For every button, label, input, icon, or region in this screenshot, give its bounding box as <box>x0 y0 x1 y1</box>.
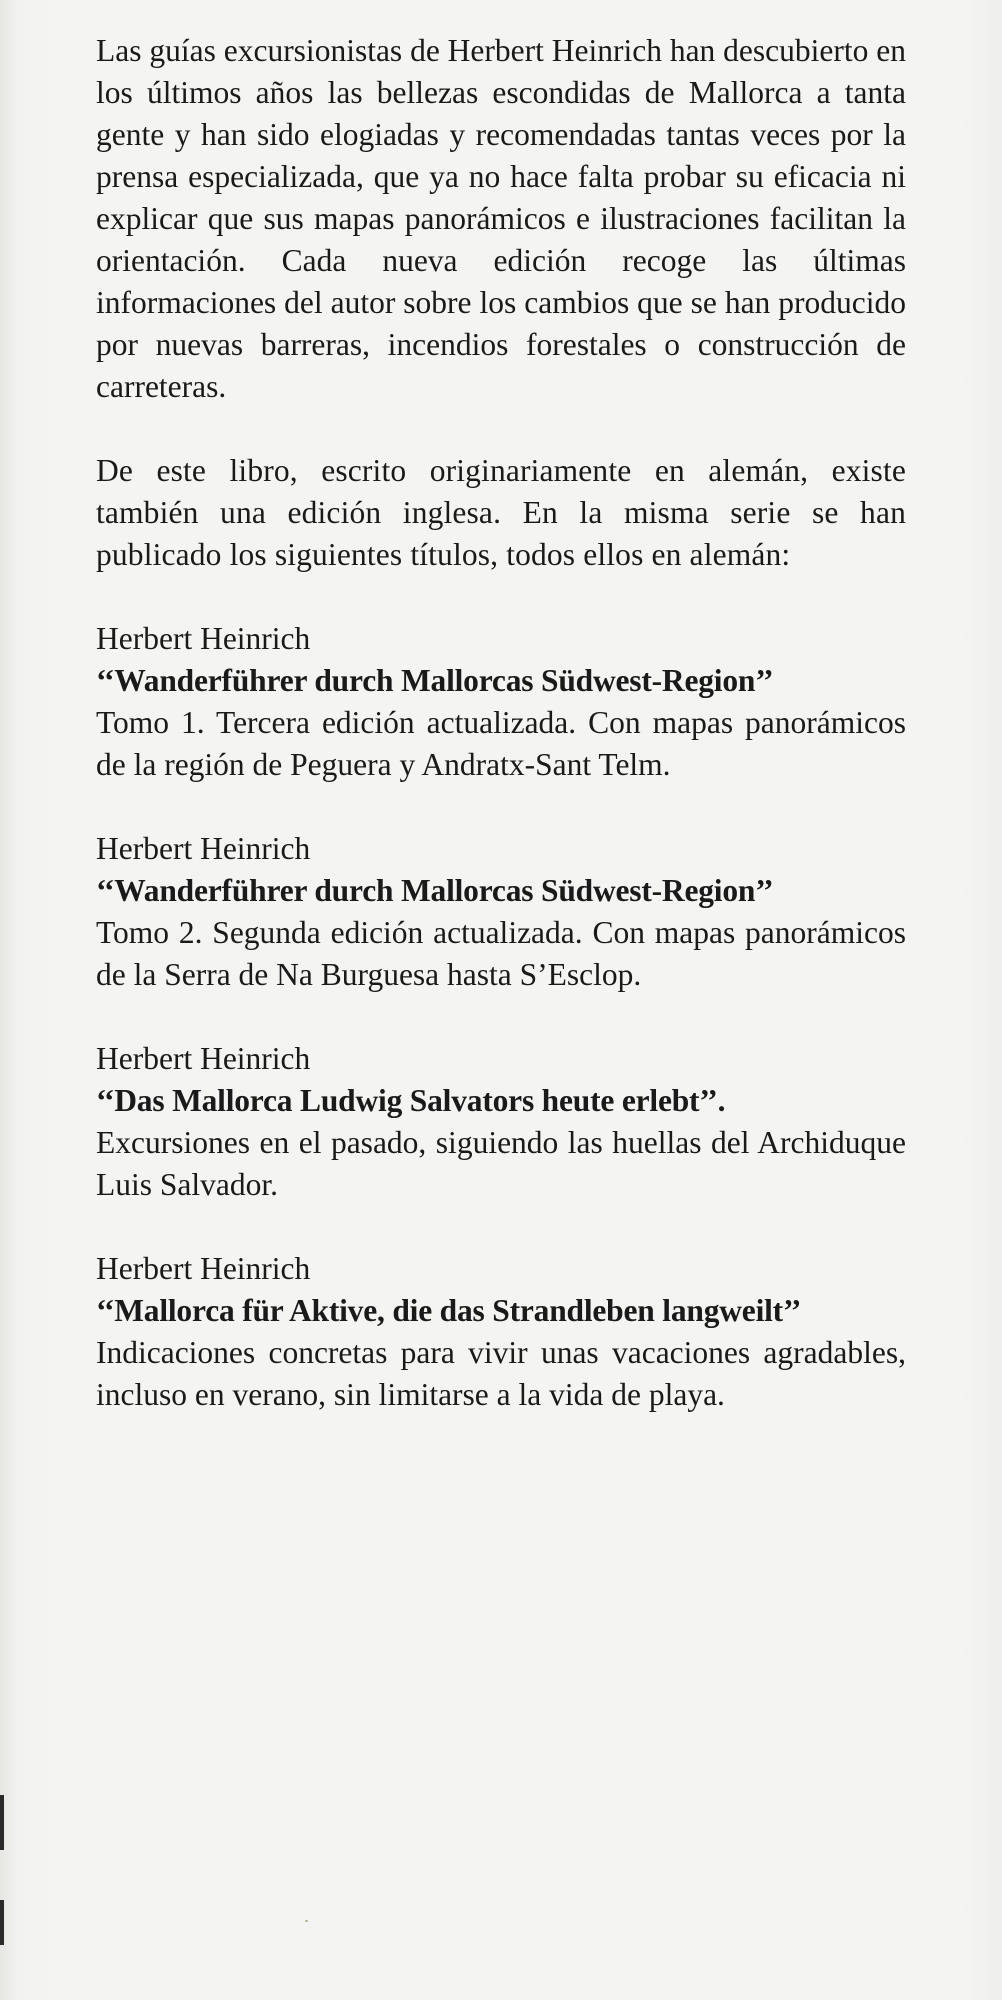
page-edge-mark <box>0 1795 4 1850</box>
book-title: ‘‘Mallorca für Aktive, die das Strandleben langweilt’’ <box>96 1293 802 1328</box>
book-entry <box>96 1248 906 1416</box>
page-edge-mark <box>0 1900 4 1945</box>
text-column <box>96 30 906 1458</box>
book-entry <box>96 1038 906 1206</box>
book-title: ‘‘Wanderführer durch Mallorcas Südwest-Region’’ <box>96 873 774 908</box>
intro-paragraph: Las guías excursionistas de Herbert Heinrich han descubierto en los últimos años las bellezas escondidas de Mallorca a tanta gente y han sido elogiadas y recomendadas tantas veces por la prensa especializada, que ya no hace falta probar su eficacia ni explicar que sus mapas panorámicos e ilustraciones facilitan la orientación. Cada nueva edición recoge las últimas informaciones del autor sobre los cambios que se han producido por nuevas barreras, incendios forestales o construcción de carreteras. <box>96 33 906 404</box>
book-title: ‘‘Wanderführer durch Mallorcas Südwest-Region’’ <box>96 663 774 698</box>
book-description: Tomo 2. Segunda edición actualizada. Con mapas panorámicos de la Serra de Na Burguesa hasta S’Esclop. <box>96 915 906 992</box>
book-author: Herbert Heinrich <box>96 1251 311 1286</box>
paper-speck <box>305 1920 308 1922</box>
editions-paragraph: De este libro, escrito originariamente en alemán, existe también una edición inglesa. En la misma serie se han publicado los siguientes títulos, todos ellos en alemán: <box>96 453 906 572</box>
book-author: Herbert Heinrich <box>96 831 311 866</box>
book-description: Excursiones en el pasado, siguiendo las huellas del Archiduque Luis Salvador. <box>96 1125 906 1202</box>
book-author: Herbert Heinrich <box>96 621 311 656</box>
book-author: Herbert Heinrich <box>96 1041 311 1076</box>
book-description: Tomo 1. Tercera edición actualizada. Con mapas panorámicos de la región de Peguera y Andratx-Sant Telm. <box>96 705 906 782</box>
book-entry <box>96 828 906 996</box>
book-title: ‘‘Das Mallorca Ludwig Salvators heute erlebt’’. <box>96 1083 726 1118</box>
book-description: Indicaciones concretas para vivir unas vacaciones agradables, incluso en verano, sin limitarse a la vida de playa. <box>96 1335 906 1412</box>
book-entry <box>96 618 906 786</box>
